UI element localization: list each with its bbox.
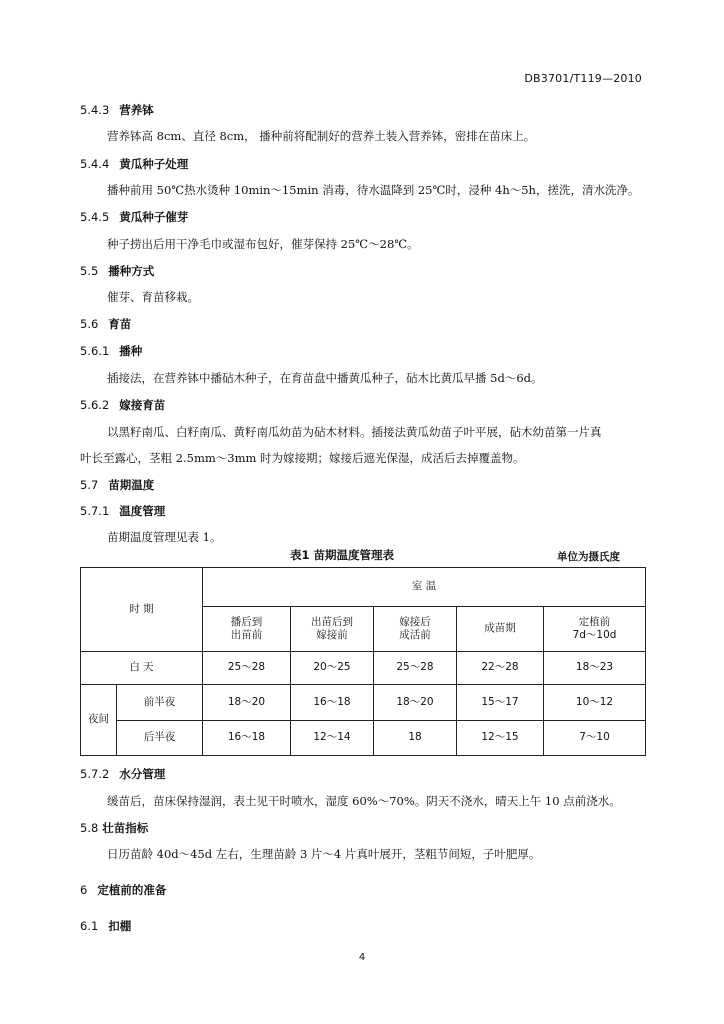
section-heading-6-1 — [80, 918, 131, 934]
section-number: 5.6 — [80, 317, 99, 331]
section-number: 5.8 — [80, 821, 99, 835]
section-heading-5-4-5 — [80, 209, 188, 225]
section-heading-6 — [80, 882, 166, 898]
paragraph-5-6-2-line-1: 以黑籽南瓜、白籽南瓜、黄籽南瓜幼苗为砧木材料。插接法黄瓜幼苗子叶平展，砧木幼苗第一片真 — [107, 425, 602, 439]
table-cell: 18～23 — [544, 652, 646, 685]
stage-header: 成苗期 — [457, 607, 544, 652]
section-title: 黄瓜种子催芽 — [119, 210, 189, 224]
table-cell: 16～18 — [203, 721, 291, 756]
stage-header: 播后到 出苗前 — [203, 607, 291, 652]
paragraph-5-6-1: 插接法，在营养钵中播砧木种子，在育苗盘中播黄瓜种子，砧木比黄瓜早播 5d～6d。 — [107, 371, 543, 385]
table-unit: 单位为摄氏度 — [557, 551, 620, 563]
table-cell: 18～20 — [374, 685, 457, 721]
paragraph-5-4-5: 种子捞出后用干净毛巾或湿布包好，催芽保持 25℃～28℃。 — [107, 237, 419, 251]
table-caption: 表1 苗期温度管理表 — [290, 548, 395, 562]
paragraph-5-6-2-line-2: 叶长至露心，茎粗 2.5mm～3mm 时为嫁接期；嫁接后遮光保湿，成活后去掉覆盖物。 — [80, 451, 525, 465]
section-heading-5-5 — [80, 263, 154, 279]
row-label-second-half-night: 后半夜 — [117, 721, 203, 756]
section-number: 5.6.1 — [80, 344, 110, 358]
section-heading-5-7-1 — [80, 503, 165, 519]
stage-header: 出苗后到 嫁接前 — [291, 607, 374, 652]
section-title: 播种 — [119, 344, 143, 358]
section-title: 扣棚 — [108, 919, 132, 933]
paragraph-5-4-4: 播种前用 50℃热水烫种 10min～15min 消毒，待水温降到 25℃时，浸种 4h～5h，搓洗，清水洗净。 — [107, 183, 640, 197]
table-cell: 22～28 — [457, 652, 544, 685]
section-title: 苗期温度 — [108, 478, 155, 492]
row-label-night: 夜间 — [81, 685, 117, 756]
table-cell: 16～18 — [291, 685, 374, 721]
row-label-first-half-night: 前半夜 — [117, 685, 203, 721]
section-number: 5.7.1 — [80, 504, 110, 518]
table-cell: 18 — [374, 721, 457, 756]
section-number: 5.6.2 — [80, 398, 110, 412]
section-number: 5.4.4 — [80, 157, 110, 171]
table-cell: 25～28 — [203, 652, 291, 685]
section-number: 5.4.5 — [80, 210, 110, 224]
paragraph-5-7-2: 缓苗后，苗床保持湿润，表土见干时喷水，湿度 60%～70%。阴天不浇水，晴天上午 10 点前浇水。 — [107, 794, 621, 808]
table-cell: 20～25 — [291, 652, 374, 685]
room-temp-header: 室 温 — [203, 568, 646, 607]
section-title: 水分管理 — [119, 767, 166, 781]
paragraph-5-7-1: 苗期温度管理见表 1。 — [107, 530, 222, 544]
section-number: 6 — [80, 883, 88, 897]
section-number: 6.1 — [80, 919, 99, 933]
section-title: 嫁接育苗 — [119, 398, 166, 412]
table-row — [81, 685, 646, 721]
section-heading-5-6-1 — [80, 343, 142, 359]
table-row — [81, 652, 646, 685]
paragraph-5-5: 催芽、育苗移栽。 — [107, 290, 199, 304]
section-title: 播种方式 — [108, 264, 155, 278]
table-cell: 7～10 — [544, 721, 646, 756]
stage-header: 嫁接后 成活前 — [374, 607, 457, 652]
table-cell: 12～14 — [291, 721, 374, 756]
table-row — [81, 721, 646, 756]
page-number: 4 — [358, 952, 366, 963]
period-header: 时 期 — [81, 568, 203, 652]
paragraph-5-8: 日历苗龄 40d～45d 左右，生理苗龄 3 片～4 片真叶展开，茎粗节间短，子叶肥厚。 — [107, 847, 541, 861]
section-title: 营养钵 — [119, 103, 154, 117]
section-title: 定植前的准备 — [97, 883, 167, 897]
section-heading-5-6-2 — [80, 397, 165, 413]
table-cell: 15～17 — [457, 685, 544, 721]
section-number: 5.4.3 — [80, 103, 110, 117]
section-number: 5.5 — [80, 264, 99, 278]
section-title: 温度管理 — [119, 504, 166, 518]
section-heading-5-4-3 — [80, 102, 154, 118]
paragraph-5-4-3: 营养钵高 8cm、直径 8cm， 播种前将配制好的营养土装入营养钵，密排在苗床上。 — [107, 129, 536, 143]
stage-header: 定植前 7d～10d — [544, 607, 646, 652]
section-title: 育苗 — [108, 317, 132, 331]
table-cell: 18～20 — [203, 685, 291, 721]
row-label-daytime: 白 天 — [81, 652, 203, 685]
section-heading-5-7-2 — [80, 766, 165, 782]
section-heading-5-6 — [80, 316, 131, 332]
section-heading-5-4-4 — [80, 156, 188, 172]
temperature-table — [80, 567, 646, 756]
section-number: 5.7.2 — [80, 767, 110, 781]
section-number: 5.7 — [80, 478, 99, 492]
document-id-header: DB3701/T119—2010 — [524, 72, 642, 85]
section-title: 黄瓜种子处理 — [119, 157, 189, 171]
section-heading-5-7 — [80, 477, 154, 493]
table-cell: 25～28 — [374, 652, 457, 685]
table-cell: 10～12 — [544, 685, 646, 721]
table-cell: 12～15 — [457, 721, 544, 756]
section-title: 壮苗指标 — [102, 821, 149, 835]
section-heading-5-8 — [80, 820, 148, 836]
